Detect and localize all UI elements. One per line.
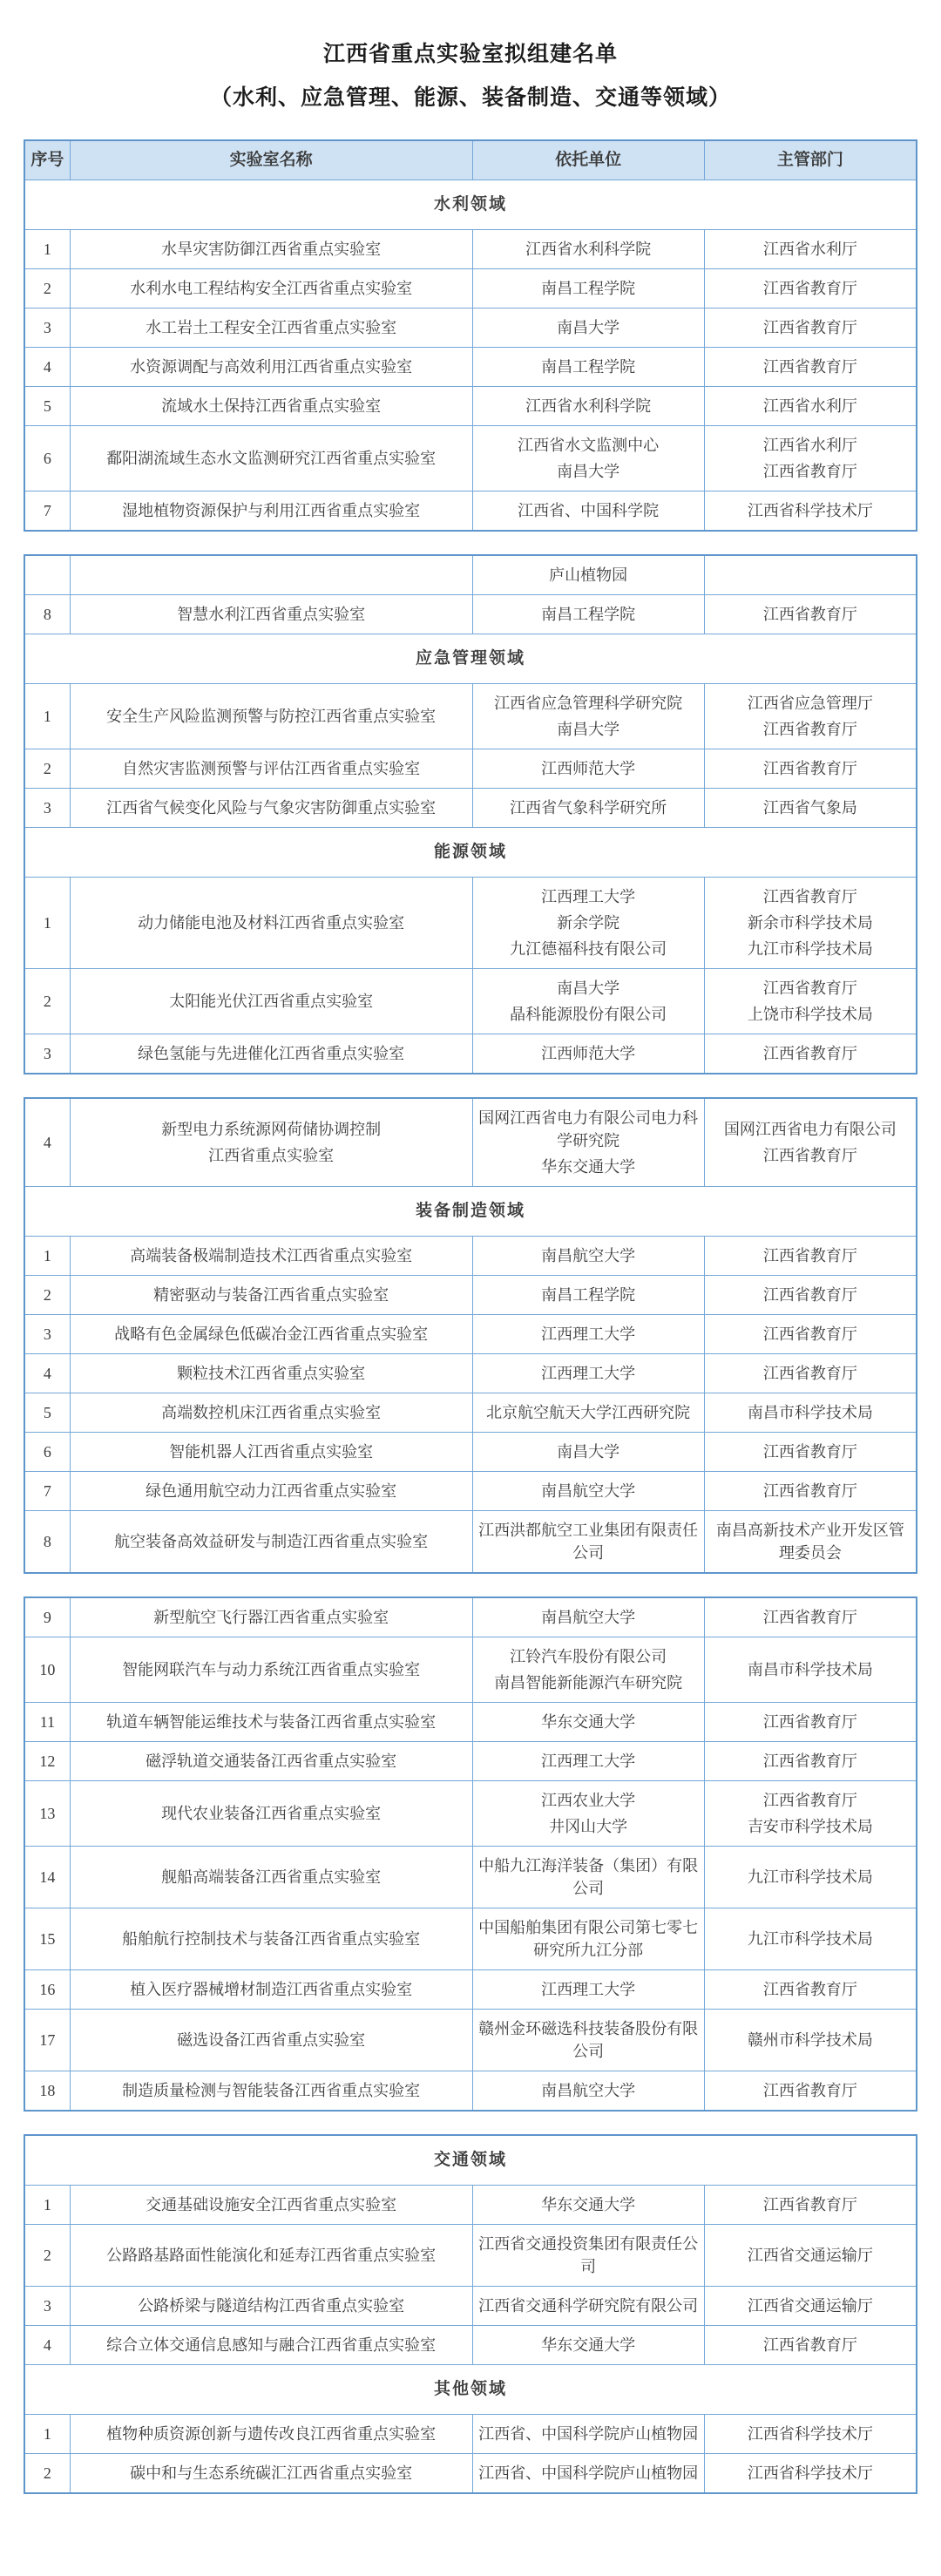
lab-name-cell: 水资源调配与高效利用江西省重点实验室: [70, 348, 472, 387]
lab-name-cell: 公路桥梁与隧道结构江西省重点实验室: [70, 2287, 472, 2326]
table-row: [24, 684, 917, 749]
row-number-cell: 7: [24, 491, 70, 532]
table-row: [24, 2071, 917, 2112]
supporting-unit-cell: [472, 1637, 704, 1703]
lab-name-cell: 精密驱动与装备江西省重点实验室: [70, 1276, 472, 1315]
row-number-cell: 3: [24, 1034, 70, 1074]
row-number-cell: 1: [24, 230, 70, 269]
row-number-cell: 4: [24, 1098, 70, 1187]
row-number-cell: 3: [24, 1315, 70, 1354]
supporting-unit-cell: 南昌航空大学: [472, 1597, 704, 1637]
table-row: [24, 1703, 917, 1742]
table-row: [24, 387, 917, 426]
row-number-cell: 2: [24, 749, 70, 789]
supporting-unit-cell: 南昌大学: [472, 1433, 704, 1472]
table-row: [24, 230, 917, 269]
row-number-cell: 13: [24, 1781, 70, 1847]
row-number-cell: 5: [24, 1393, 70, 1433]
row-number-cell: 9: [24, 1597, 70, 1637]
cell-line: 九江市科学技术局: [747, 940, 873, 958]
supporting-unit-cell: [472, 426, 704, 491]
table-fragment: [24, 1097, 917, 1574]
table-row: [24, 1597, 917, 1637]
table-row: [24, 426, 917, 491]
cell-line: 江西省教育厅: [762, 1147, 857, 1164]
supporting-unit-cell: 南昌航空大学: [472, 2071, 704, 2112]
lab-name-cell: 太阳能光伏江西省重点实验室: [70, 969, 472, 1034]
section-title: 交通领域: [24, 2135, 917, 2186]
lab-name-cell: 绿色通用航空动力江西省重点实验室: [70, 1472, 472, 1511]
table-row: [24, 308, 917, 348]
supporting-unit-cell: 华东交通大学: [472, 2186, 704, 2225]
supporting-unit-cell: 北京航空航天大学江西研究院: [472, 1393, 704, 1433]
supporting-unit-cell: 江西师范大学: [472, 1034, 704, 1074]
lab-list-tables: [24, 139, 917, 2494]
row-number-cell: 4: [24, 1354, 70, 1393]
authority-dept-cell: 江西省教育厅: [704, 2186, 917, 2225]
lab-name-cell: 湿地植物资源保护与利用江西省重点实验室: [70, 491, 472, 532]
supporting-unit-cell: 南昌工程学院: [472, 595, 704, 634]
column-header: 实验室名称: [70, 140, 472, 180]
authority-dept-cell: 九江市科学技术局: [704, 1847, 917, 1908]
lab-name-cell: 制造质量检测与智能装备江西省重点实验室: [70, 2071, 472, 2112]
supporting-unit-cell: 南昌工程学院: [472, 348, 704, 387]
supporting-unit-cell: 江西省、中国科学院庐山植物园: [472, 2415, 704, 2454]
supporting-unit-cell: 江西省交通科学研究院有限公司: [472, 2287, 704, 2326]
section-title: 其他领域: [24, 2365, 917, 2415]
authority-dept-cell: 江西省教育厅: [704, 595, 917, 634]
lab-name-cell: 水旱灾害防御江西省重点实验室: [70, 230, 472, 269]
authority-dept-cell: 江西省教育厅: [704, 1970, 917, 2010]
table-row: [24, 555, 917, 595]
authority-dept-cell: 江西省教育厅: [704, 1354, 917, 1393]
section-title: 装备制造领域: [24, 1187, 917, 1237]
lab-name-cell: 动力储能电池及材料江西省重点实验室: [70, 878, 472, 969]
lab-name-cell: 智能机器人江西省重点实验室: [70, 1433, 472, 1472]
row-number-cell: 1: [24, 878, 70, 969]
table-row: [24, 1098, 917, 1187]
supporting-unit-cell: 江西省、中国科学院庐山植物园: [472, 2454, 704, 2494]
supporting-unit-cell: 江西理工大学: [472, 1970, 704, 2010]
lab-name-cell: 航空装备高效益研发与制造江西省重点实验室: [70, 1511, 472, 1574]
cell-line: 江西省重点实验室: [208, 1147, 335, 1164]
row-number-cell: 3: [24, 789, 70, 828]
lab-name-cell: 磁浮轨道交通装备江西省重点实验室: [70, 1742, 472, 1781]
row-number-cell: 6: [24, 426, 70, 491]
column-header: 依托单位: [472, 140, 704, 180]
authority-dept-cell: 江西省教育厅: [704, 1433, 917, 1472]
authority-dept-cell: [704, 1098, 917, 1187]
section-row: [24, 828, 917, 878]
authority-dept-cell: 江西省科学技术厅: [704, 2454, 917, 2494]
supporting-unit-cell: 江西洪都航空工业集团有限责任公司: [472, 1511, 704, 1574]
authority-dept-cell: 江西省教育厅: [704, 269, 917, 308]
row-number-cell: 3: [24, 308, 70, 348]
supporting-unit-cell: 江西理工大学: [472, 1315, 704, 1354]
row-number-cell: 2: [24, 2454, 70, 2494]
authority-dept-cell: [704, 426, 917, 491]
authority-dept-cell: 江西省教育厅: [704, 1237, 917, 1276]
authority-dept-cell: 江西省交通运输厅: [704, 2287, 917, 2326]
authority-dept-cell: [704, 555, 917, 595]
authority-dept-cell: 江西省教育厅: [704, 1742, 917, 1781]
lab-name-cell: 智慧水利江西省重点实验室: [70, 595, 472, 634]
supporting-unit-cell: 华东交通大学: [472, 1703, 704, 1742]
row-number-cell: 1: [24, 2186, 70, 2225]
document-title: [24, 33, 917, 120]
table-row: [24, 1742, 917, 1781]
supporting-unit-cell: 中船九江海洋装备（集团）有限公司: [472, 1847, 704, 1908]
lab-name-cell: 安全生产风险监测预警与防控江西省重点实验室: [70, 684, 472, 749]
row-number-cell: 1: [24, 684, 70, 749]
section-row: [24, 2135, 917, 2186]
table-row: [24, 1908, 917, 1970]
lab-name-cell: 综合立体交通信息感知与融合江西省重点实验室: [70, 2326, 472, 2365]
lab-name-cell: 绿色氢能与先进催化江西省重点实验室: [70, 1034, 472, 1074]
row-number-cell: 12: [24, 1742, 70, 1781]
table-row: [24, 348, 917, 387]
lab-name-cell: 自然灾害监测预警与评估江西省重点实验室: [70, 749, 472, 789]
lab-name-cell: 鄱阳湖流域生态水文监测研究江西省重点实验室: [70, 426, 472, 491]
cell-line: 吉安市科学技术局: [747, 1818, 873, 1835]
lab-name-cell: 江西省气候变化风险与气象灾害防御重点实验室: [70, 789, 472, 828]
cell-line: 晶科能源股份有限公司: [510, 1006, 667, 1023]
table-fragment: [24, 1596, 917, 2112]
table-row: [24, 1511, 917, 1574]
cell-line: 井冈山大学: [549, 1818, 628, 1835]
row-number-cell: 2: [24, 269, 70, 308]
cell-line: 江西农业大学: [541, 1792, 636, 1809]
supporting-unit-cell: 南昌航空大学: [472, 1237, 704, 1276]
supporting-unit-cell: 江西省水利科学院: [472, 387, 704, 426]
supporting-unit-cell: 庐山植物园: [472, 555, 704, 595]
table-row: [24, 2010, 917, 2071]
authority-dept-cell: 江西省教育厅: [704, 2326, 917, 2365]
authority-dept-cell: 九江市科学技术局: [704, 1908, 917, 1970]
cell-line: 华东交通大学: [541, 1158, 636, 1176]
authority-dept-cell: [704, 684, 917, 749]
table-row: [24, 1354, 917, 1393]
supporting-unit-cell: 江西省、中国科学院: [472, 491, 704, 532]
table-row: [24, 749, 917, 789]
cell-line: 江西省应急管理厅: [747, 695, 873, 712]
cell-line: 南昌大学: [557, 463, 620, 480]
table-row: [24, 2326, 917, 2365]
supporting-unit-cell: 南昌航空大学: [472, 1472, 704, 1511]
cell-line: 南昌大学: [557, 980, 620, 997]
row-number-cell: 6: [24, 1433, 70, 1472]
row-number-cell: 11: [24, 1703, 70, 1742]
cell-line: 江西省水利厅: [762, 437, 857, 454]
supporting-unit-cell: 江西省交通投资集团有限责任公司: [472, 2225, 704, 2287]
table-row: [24, 491, 917, 532]
section-title: 应急管理领域: [24, 634, 917, 684]
authority-dept-cell: 南昌市科学技术局: [704, 1637, 917, 1703]
table-fragment: [24, 139, 917, 532]
table-row: [24, 1433, 917, 1472]
table-row: [24, 269, 917, 308]
authority-dept-cell: [704, 969, 917, 1034]
row-number-cell: 4: [24, 2326, 70, 2365]
authority-dept-cell: 江西省教育厅: [704, 1703, 917, 1742]
lab-name-cell: 战略有色金属绿色低碳冶金江西省重点实验室: [70, 1315, 472, 1354]
row-number-cell: 2: [24, 1276, 70, 1315]
lab-name-cell: 水工岩土工程安全江西省重点实验室: [70, 308, 472, 348]
cell-line: 江西省教育厅: [762, 888, 857, 905]
authority-dept-cell: 江西省教育厅: [704, 1315, 917, 1354]
lab-name-cell: 轨道车辆智能运维技术与装备江西省重点实验室: [70, 1703, 472, 1742]
lab-name-cell: [70, 1098, 472, 1187]
row-number-cell: 15: [24, 1908, 70, 1970]
table-row: [24, 2225, 917, 2287]
authority-dept-cell: 江西省教育厅: [704, 348, 917, 387]
lab-name-cell: 公路路基路面性能演化和延寿江西省重点实验室: [70, 2225, 472, 2287]
table-row: [24, 1276, 917, 1315]
cell-line: 江西省教育厅: [762, 463, 857, 480]
authority-dept-cell: 赣州市科学技术局: [704, 2010, 917, 2071]
supporting-unit-cell: [472, 969, 704, 1034]
table-fragment: [24, 554, 917, 1074]
table-row: [24, 1781, 917, 1847]
supporting-unit-cell: 江西理工大学: [472, 1742, 704, 1781]
cell-line: 国网江西省电力有限公司: [723, 1121, 897, 1138]
authority-dept-cell: 江西省气象局: [704, 789, 917, 828]
lab-name-cell: 高端装备极端制造技术江西省重点实验室: [70, 1237, 472, 1276]
supporting-unit-cell: 南昌大学: [472, 308, 704, 348]
supporting-unit-cell: 江西理工大学: [472, 1354, 704, 1393]
cell-line: 九江德福科技有限公司: [510, 940, 667, 958]
authority-dept-cell: 江西省科学技术厅: [704, 491, 917, 532]
row-number-cell: 10: [24, 1637, 70, 1703]
table-fragment: [24, 2134, 917, 2494]
cell-line: 江西省应急管理科学研究院: [494, 695, 683, 712]
lab-name-cell: [70, 555, 472, 595]
column-header: 序号: [24, 140, 70, 180]
table-row: [24, 878, 917, 969]
table-row: [24, 595, 917, 634]
cell-line: 江西省教育厅: [762, 1792, 857, 1809]
supporting-unit-cell: 赣州金环磁选科技装备股份有限公司: [472, 2010, 704, 2071]
section-row: [24, 180, 917, 230]
row-number-cell: 14: [24, 1847, 70, 1908]
supporting-unit-cell: 南昌工程学院: [472, 269, 704, 308]
authority-dept-cell: 南昌市科学技术局: [704, 1393, 917, 1433]
supporting-unit-cell: 江西师范大学: [472, 749, 704, 789]
row-number-cell: 18: [24, 2071, 70, 2112]
lab-name-cell: 船舶航行控制技术与装备江西省重点实验室: [70, 1908, 472, 1970]
authority-dept-cell: 江西省教育厅: [704, 1276, 917, 1315]
cell-line: 江西省教育厅: [762, 980, 857, 997]
lab-name-cell: 舰船高端装备江西省重点实验室: [70, 1847, 472, 1908]
section-title: 水利领域: [24, 180, 917, 230]
cell-line: 南昌智能新能源汽车研究院: [494, 1674, 683, 1691]
document-title-line2: （水利、应急管理、能源、装备制造、交通等领域）: [209, 86, 731, 110]
lab-name-cell: 植入医疗器械增材制造江西省重点实验室: [70, 1970, 472, 2010]
row-number-cell: 2: [24, 2225, 70, 2287]
cell-line: 新余市科学技术局: [747, 914, 873, 932]
table-row: [24, 1970, 917, 2010]
cell-line: 江铃汽车股份有限公司: [510, 1648, 667, 1665]
cell-line: 江西省水文监测中心: [518, 437, 660, 454]
row-number-cell: 17: [24, 2010, 70, 2071]
authority-dept-cell: [704, 878, 917, 969]
supporting-unit-cell: 江西省水利科学院: [472, 230, 704, 269]
section-row: [24, 634, 917, 684]
table-row: [24, 2186, 917, 2225]
lab-name-cell: 水利水电工程结构安全江西省重点实验室: [70, 269, 472, 308]
authority-dept-cell: 江西省水利厅: [704, 387, 917, 426]
section-row: [24, 1187, 917, 1237]
lab-name-cell: 碳中和与生态系统碳汇江西省重点实验室: [70, 2454, 472, 2494]
authority-dept-cell: 江西省水利厅: [704, 230, 917, 269]
supporting-unit-cell: 南昌工程学院: [472, 1276, 704, 1315]
cell-line: 上饶市科学技术局: [747, 1006, 873, 1023]
authority-dept-cell: 江西省教育厅: [704, 308, 917, 348]
lab-name-cell: 流域水土保持江西省重点实验室: [70, 387, 472, 426]
table-row: [24, 2415, 917, 2454]
authority-dept-cell: 江西省交通运输厅: [704, 2225, 917, 2287]
supporting-unit-cell: 中国船舶集团有限公司第七零七研究所九江分部: [472, 1908, 704, 1970]
column-header-row: [24, 140, 917, 180]
supporting-unit-cell: [472, 878, 704, 969]
cell-line: 新型电力系统源网荷储协调控制: [161, 1121, 382, 1138]
cell-line: 江西理工大学: [541, 888, 636, 905]
authority-dept-cell: 江西省教育厅: [704, 1597, 917, 1637]
supporting-unit-cell: [472, 1781, 704, 1847]
table-row: [24, 1472, 917, 1511]
table-row: [24, 1393, 917, 1433]
authority-dept-cell: 江西省科学技术厅: [704, 2415, 917, 2454]
cell-line: 新余学院: [557, 914, 620, 932]
table-row: [24, 2287, 917, 2326]
table-row: [24, 1237, 917, 1276]
row-number-cell: 2: [24, 969, 70, 1034]
column-header: 主管部门: [704, 140, 917, 180]
row-number-cell: 5: [24, 387, 70, 426]
lab-name-cell: 高端数控机床江西省重点实验室: [70, 1393, 472, 1433]
lab-name-cell: 智能网联汽车与动力系统江西省重点实验室: [70, 1637, 472, 1703]
row-number-cell: 8: [24, 1511, 70, 1574]
cell-line: 国网江西省电力有限公司电力科学研究院: [478, 1109, 699, 1149]
row-number-cell: [24, 555, 70, 595]
lab-name-cell: 现代农业装备江西省重点实验室: [70, 1781, 472, 1847]
row-number-cell: 7: [24, 1472, 70, 1511]
supporting-unit-cell: 江西省气象科学研究所: [472, 789, 704, 828]
document-title-line1: 江西省重点实验室拟组建名单: [322, 43, 618, 66]
cell-line: 江西省教育厅: [762, 721, 857, 738]
row-number-cell: 8: [24, 595, 70, 634]
section-row: [24, 2365, 917, 2415]
table-row: [24, 2454, 917, 2494]
authority-dept-cell: 江西省教育厅: [704, 1034, 917, 1074]
authority-dept-cell: [704, 1781, 917, 1847]
authority-dept-cell: 江西省教育厅: [704, 1472, 917, 1511]
row-number-cell: 16: [24, 1970, 70, 2010]
table-row: [24, 1315, 917, 1354]
supporting-unit-cell: 华东交通大学: [472, 2326, 704, 2365]
row-number-cell: 1: [24, 1237, 70, 1276]
table-row: [24, 1034, 917, 1074]
lab-name-cell: 颗粒技术江西省重点实验室: [70, 1354, 472, 1393]
lab-name-cell: 交通基础设施安全江西省重点实验室: [70, 2186, 472, 2225]
section-title: 能源领域: [24, 828, 917, 878]
lab-name-cell: 新型航空飞行器江西省重点实验室: [70, 1597, 472, 1637]
authority-dept-cell: 江西省教育厅: [704, 749, 917, 789]
table-row: [24, 789, 917, 828]
table-row: [24, 1847, 917, 1908]
supporting-unit-cell: [472, 1098, 704, 1187]
table-row: [24, 1637, 917, 1703]
row-number-cell: 4: [24, 348, 70, 387]
table-row: [24, 969, 917, 1034]
authority-dept-cell: 南昌高新技术产业开发区管理委员会: [704, 1511, 917, 1574]
supporting-unit-cell: [472, 684, 704, 749]
lab-name-cell: 磁选设备江西省重点实验室: [70, 2010, 472, 2071]
row-number-cell: 1: [24, 2415, 70, 2454]
cell-line: 南昌大学: [557, 721, 620, 738]
row-number-cell: 3: [24, 2287, 70, 2326]
authority-dept-cell: 江西省教育厅: [704, 2071, 917, 2112]
lab-name-cell: 植物种质资源创新与遗传改良江西省重点实验室: [70, 2415, 472, 2454]
